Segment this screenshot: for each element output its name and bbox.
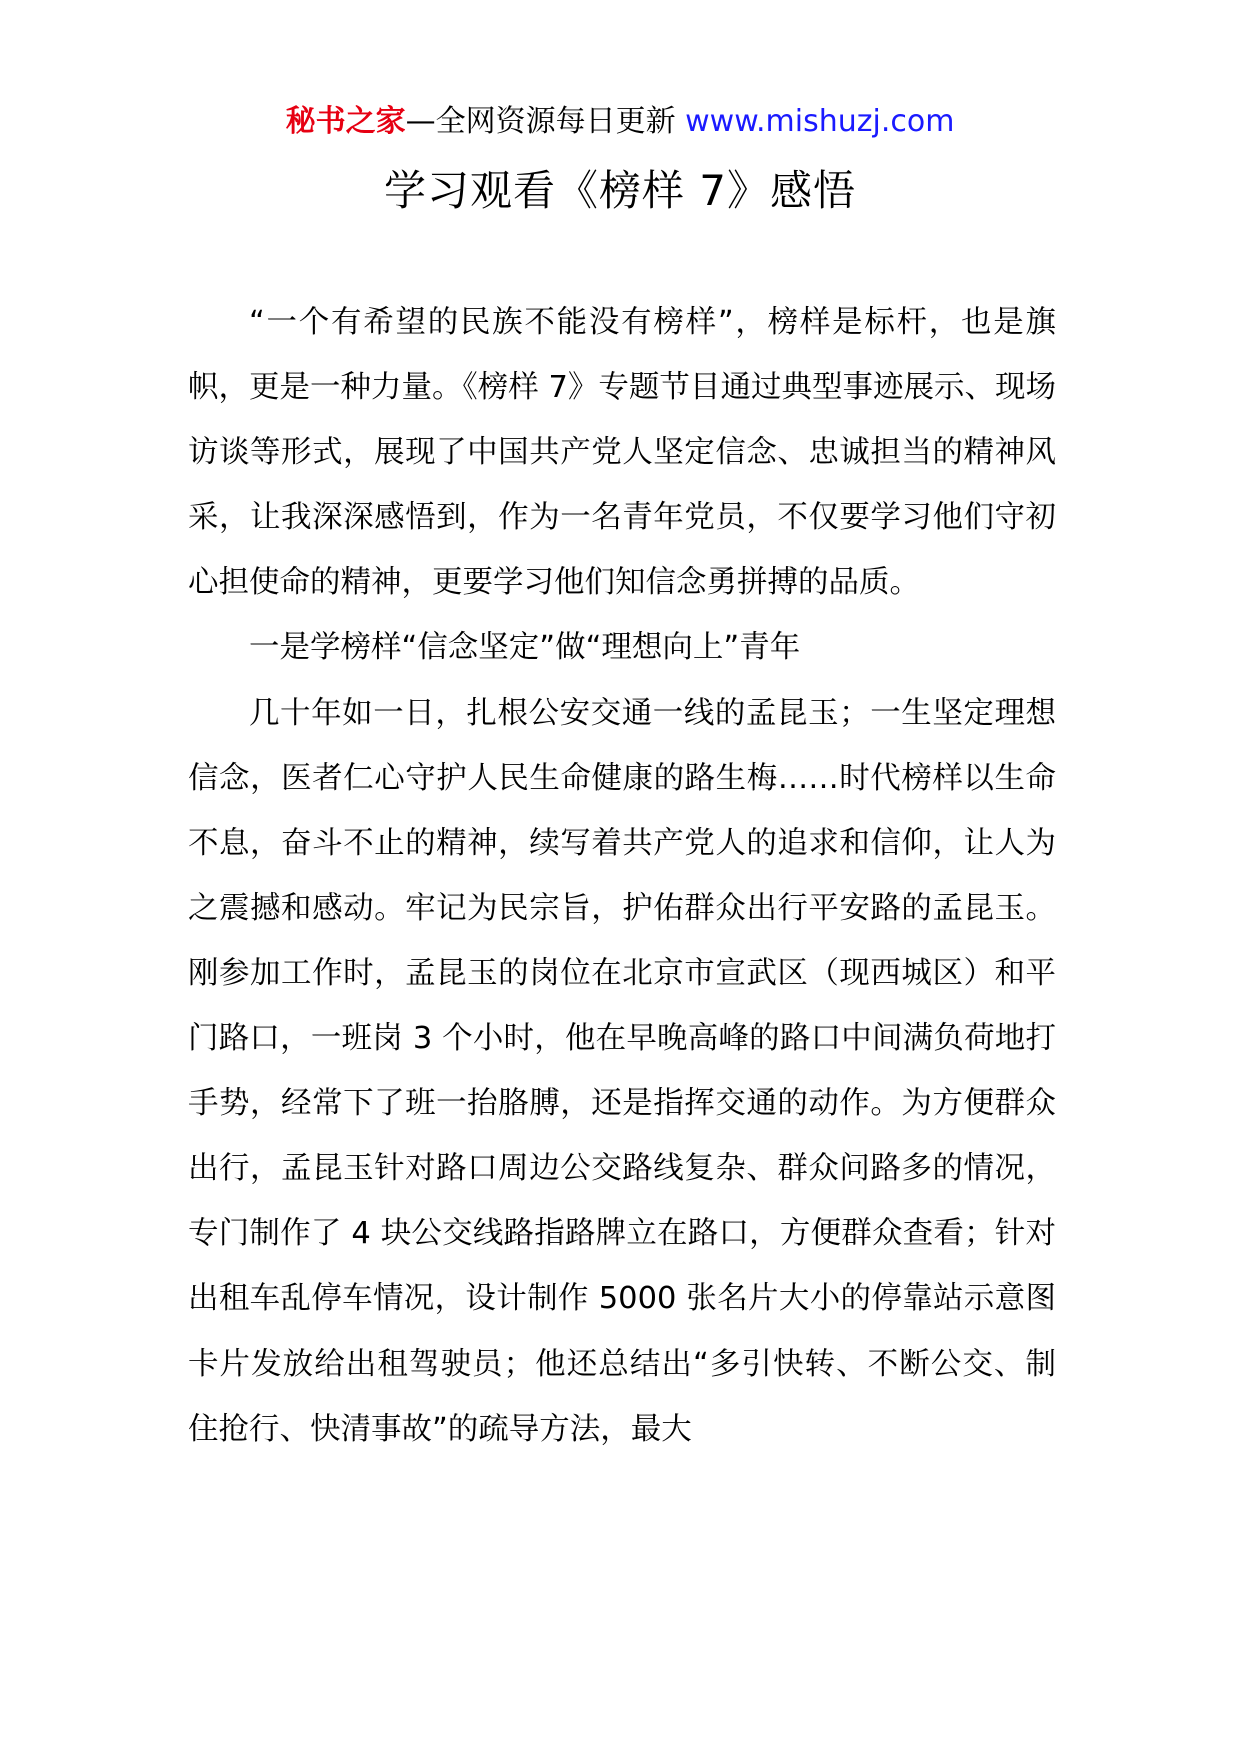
paragraph-intro: “一个有希望的民族不能没有榜样”，榜样是标杆，也是旗帜，更是一种力量。《榜样 7》专题节目通过典型事迹展示、现场访谈等形式，展现了中国共产党人坚定信念、忠诚担当的精神风采，让我深深感悟到，作为一名青年党员，不仅要学习他们守初心担使命的精神，更要学习他们知信念勇拼搏的品质。 [188,305,1056,601]
paragraph-section-one: 几十年如一日，扎根公安交通一线的孟昆玉；一生坚定理想信念，医者仁心守护人民生命健康的路生梅……时代榜样以生命不息，奋斗不止的精神，续写着共产党人的追求和信仰，让人为之震撼和感动。牢记为民宗旨，护佑群众出行平安路的孟昆玉。刚参加工作时，孟昆玉的岗位在北京市宣武区（现西城区）和平门路口，一班岗 3 个小时，他在早晚高峰的路口中间满负荷地打手势，经常下了班一抬胳膊，还是指挥交通的动作。为方便群众出行，孟昆玉针对路口周边公交路线复杂、群众问路多的情况，专门制作了 4 块公交线路指路牌立在路口，方便群众查看；针对出租车乱停车情况，设计制作 5000 张名片大小的停靠站示意图卡片发放给出租驾驶员；他还总结出“多引快转、不断公交、制住抢行、快清事故”的疏导方法，最大 [188,695,1056,1447]
document-title: 学习观看《榜样 7》感悟 [383,166,857,215]
section-heading: 一是学榜样“信念坚定”做“理想向上”青年 [249,630,801,666]
site-brand: 秘书之家 [285,104,406,139]
site-url-link[interactable]: www.mishuzj.com [685,104,955,139]
site-slogan: —全网资源每日更新 [405,104,676,139]
site-header [0,100,1240,144]
document-body [188,290,1056,1462]
